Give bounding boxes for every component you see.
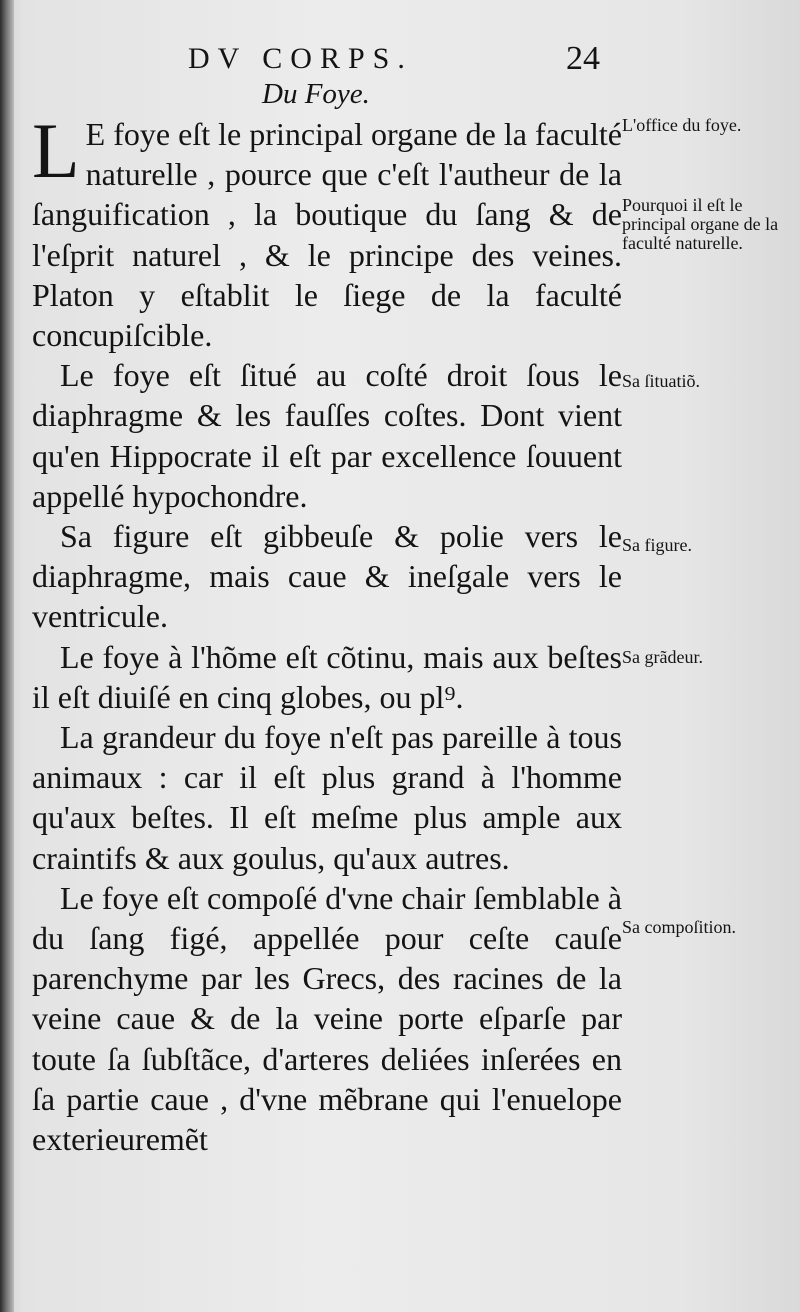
margin-note: Sa ſituatiõ.: [622, 371, 700, 391]
paragraph-text: La grandeur du foye n'eſt pas pareille à tous animaux : car il eſt plus grand à l'homme qu'aux beſtes. Il eſt meſme plus ample aux craintifs & aux goulus, qu'aux autres.: [32, 719, 622, 876]
margin-note: Pourquoi il eſt le principal organe de la faculté naturelle.: [622, 195, 779, 253]
paragraph-text: Le foye eſt compoſé d'vne chair ſemblable à du ſang figé, appellée pour ceſte cauſe parenchyme par les Grecs, des racines de la veine caue & de la veine porte eſparſe par toute ſa ſubſtãce, d'arteres deliées inſerées en ſa partie caue , d'vne mẽbrane qui l'enuelope exterieuremẽt: [32, 879, 622, 1158]
paragraph: [32, 516, 622, 637]
drop-cap: L: [32, 107, 80, 194]
paragraph-text: Sa figure eſt gibbeuſe & polie vers le diaphragme, mais caue & ineſgale vers le ventricule.: [32, 518, 622, 635]
paragraph-text: Le foye eſt ſitué au coſté droit ſous le diaphragme & les fauſſes coſtes. Dont vient qu'en Hippocrate il eſt par excellence ſouuent appellé hypochondre.: [32, 357, 622, 514]
margin-note: L'office du foye.: [622, 115, 742, 135]
paragraph: [32, 637, 622, 717]
section-title: Du Foye.: [262, 78, 370, 110]
paragraph: [32, 878, 622, 1159]
body-text: [32, 107, 622, 1159]
margin-note: Sa compoſition.: [622, 917, 736, 937]
paragraph: [32, 717, 622, 878]
running-head: DV CORPS.: [188, 42, 413, 75]
margin-notes: [622, 0, 792, 1312]
margin-note: Sa figure.: [622, 535, 692, 555]
paragraph: [32, 355, 622, 516]
paragraph-text: E foye eſt le principal organe de la faculté naturelle , pource que c'eſt l'autheur de la ſanguification , la boutique du ſang & de l'eſprit naturel , & le principe des veines. Platon y eſtablit le ſiege de la faculté concupiſcible.: [32, 116, 622, 354]
page-number: 24: [566, 40, 600, 77]
binding-gutter: [0, 0, 14, 1312]
margin-note: Sa grãdeur.: [622, 647, 703, 667]
paragraph-text: Le foye à l'hõme eſt cõtinu, mais aux beſtes il eſt diuiſé en cinq globes, ou pl⁹.: [32, 638, 622, 715]
paragraph: [32, 107, 622, 355]
